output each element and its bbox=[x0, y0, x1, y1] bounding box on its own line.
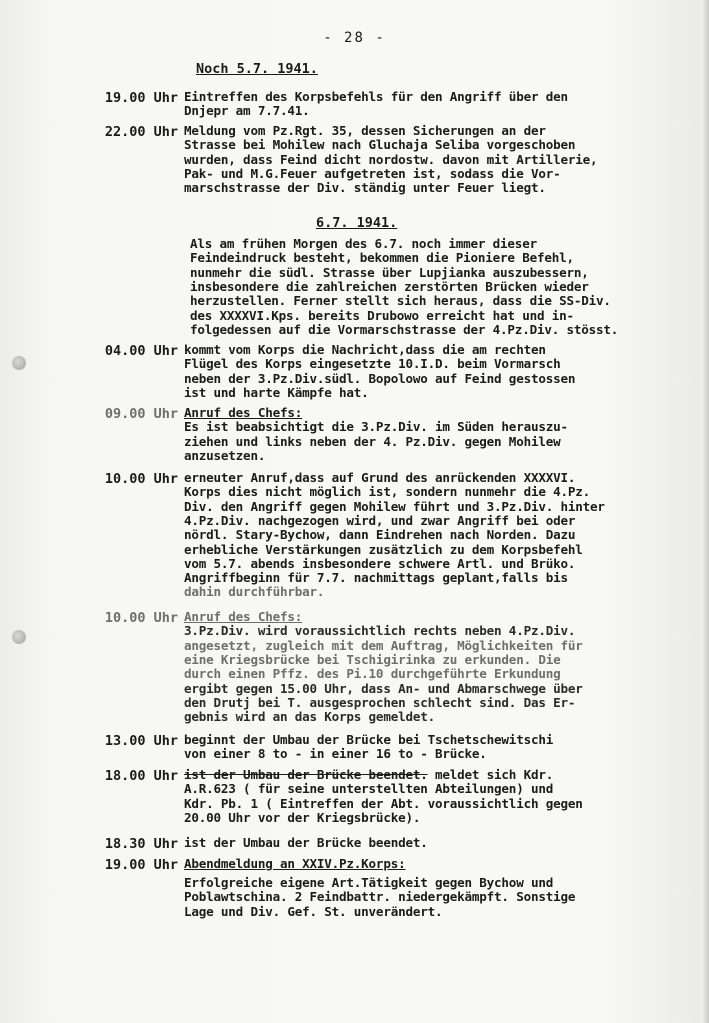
entry-line: Als am frühen Morgen des 6.7. noch immer dieser bbox=[190, 236, 537, 251]
entry-time: 10.00 Uhr bbox=[104, 610, 178, 626]
entry-line: Poblawtschina. 2 Feindbattr. niedergekämpft. Sonstige bbox=[184, 889, 576, 905]
entry-line: durch einen Pffz. des Pi.10 durchgeführte Erkundung bbox=[184, 666, 561, 682]
entry-line: anzusetzen. bbox=[184, 447, 266, 463]
entry-line: ist und harte Kämpfe hat. bbox=[184, 384, 369, 400]
entry-line: ergibt gegen 15.00 Uhr, dass An- und Abmarschwege über bbox=[184, 680, 583, 696]
entry-line: Lage und Div. Gef. St. unverändert. bbox=[184, 903, 443, 919]
entry-line: kommt vom Korps die Nachricht,dass die am rechten bbox=[184, 342, 546, 357]
entry-time: 18.30 Uhr bbox=[104, 836, 178, 852]
entry-line: Feindeindruck besteht, bekommen die Pioniere Befehl, bbox=[190, 250, 574, 266]
entry-title: Abendmeldung an XXIV.Pz.Korps: bbox=[184, 856, 406, 871]
entry-line: nunmehr die südl. Strasse über Lupjianka auszubessern, bbox=[190, 264, 589, 280]
entry-time: 10.00 Uhr bbox=[104, 471, 178, 487]
entry-time: 13.00 Uhr bbox=[104, 733, 178, 749]
entry-line: des XXXXVI.Kps. bereits Drubowo erreicht hat und in- bbox=[190, 307, 574, 323]
punch-hole-bottom bbox=[12, 630, 26, 644]
entry-line: erneuter Anruf,dass auf Grund des anrückenden XXXXVI. bbox=[184, 470, 576, 485]
entry-line: Kdr. Pb. 1 ( Eintreffen der Abt. voraussichtlich gegen bbox=[184, 795, 583, 811]
entry-time: 04.00 Uhr bbox=[104, 343, 178, 359]
entry-line: Eintreffen des Korpsbefehls für den Angriff über den bbox=[184, 89, 568, 104]
entry-line: 20.00 Uhr vor der Kriegsbrücke). bbox=[184, 809, 421, 825]
entry-line: angesetzt, zugleich mit dem Auftrag, Möglichkeiten für bbox=[184, 637, 583, 653]
entry-line: folgedessen auf die Vormarschstrasse der 4.Pz.Div. stösst. bbox=[190, 321, 619, 337]
date-heading-2: 6.7. 1941. bbox=[316, 215, 398, 231]
entry-line: Erfolgreiche eigene Art.Tätigkeit gegen Bychow und bbox=[184, 875, 554, 890]
entry-line: vom 5.7. abends insbesondere schwere Artl. und Brüko. bbox=[184, 555, 576, 571]
entry-line: ist der Umbau der Brücke beendet. bbox=[184, 835, 428, 850]
entry-line: Angriffbeginn für 7.7. nachmittags geplant,falls bis bbox=[184, 570, 568, 586]
entry-line: Meldung vom Pz.Rgt. 35, dessen Sicherungen an der bbox=[184, 123, 546, 138]
entry-line: Dnjepr am 7.7.41. bbox=[184, 103, 310, 119]
entry-line: herzustellen. Ferner stellt sich heraus, dass die SS-Div. bbox=[190, 293, 611, 309]
entry-line: Korps dies nicht möglich ist, sondern nunmehr die 4.Pz. bbox=[184, 484, 591, 500]
entry-time: 18.00 Uhr bbox=[104, 768, 178, 784]
entry-line: wurden, dass Feind dicht nordostw. davon mit Artillerie, bbox=[184, 151, 598, 167]
entry-line: marschstrasse der Div. ständig unter Feuer liegt. bbox=[184, 180, 546, 196]
entry-time: 09.00 Uhr bbox=[104, 406, 178, 422]
entry-title: Anruf des Chefs: bbox=[184, 609, 303, 624]
entry-title: Anruf des Chefs: bbox=[184, 405, 303, 420]
struck-text: ist der Umbau der Brücke beendet. bbox=[184, 767, 428, 782]
entry-line: 3.Pz.Div. wird voraussichtlich rechts neben 4.Pz.Div. bbox=[184, 623, 576, 639]
entry-line: gebnis wird an das Korps gemeldet. bbox=[184, 709, 435, 725]
entry-line: Flügel des Korps eingesetzte 10.I.D. beim Vormarsch bbox=[184, 356, 561, 372]
entry-line: 4.Pz.Div. nachgezogen wird, und zwar Angriff bei oder bbox=[184, 512, 576, 528]
entry-line: nördl. Stary-Bychow, dann Eindrehen nach Norden. Dazu bbox=[184, 527, 576, 543]
entry-line-rest: meldet sich Kdr. bbox=[427, 767, 554, 782]
entry-line: Pak- und M.G.Feuer aufgetreten ist, sodass die Vor- bbox=[184, 165, 561, 181]
entry-first-line bbox=[184, 768, 704, 782]
entry-line: von einer 8 to - in einer 16 to - Brücke. bbox=[184, 746, 487, 762]
entry-line: Strasse bei Mohilew nach Gluchaja Seliba vorgeschoben bbox=[184, 137, 576, 153]
entry-line: erhebliche Verstärkungen zusätzlich zu dem Korpsbefehl bbox=[184, 541, 583, 557]
entry-line: den Drutj bei T. ausgesprochen schlecht sind. Das Er- bbox=[184, 694, 576, 710]
page-number: - 28 - bbox=[323, 30, 386, 46]
entry-line: Div. den Angriff gegen Mohilew führt und 3.Pz.Div. hinter bbox=[184, 498, 605, 514]
date-heading-1: Noch 5.7. 1941. bbox=[196, 61, 318, 77]
entry-line: insbesondere die zahlreichen zerstörten Brücken wieder bbox=[190, 278, 589, 294]
entry-line: dahin durchführbar. bbox=[184, 584, 325, 600]
entry-time: 19.00 Uhr bbox=[104, 90, 178, 106]
entry-line: beginnt der Umbau der Brücke bei Tschetschewitschi bbox=[184, 732, 554, 747]
entry-line: Es ist beabsichtigt die 3.Pz.Div. im Süden herauszu- bbox=[184, 419, 568, 435]
entry-line: neben der 3.Pz.Div.südl. Bopolowo auf Feind gestossen bbox=[184, 370, 576, 386]
entry-time: 19.00 Uhr bbox=[104, 857, 178, 873]
punch-hole-top bbox=[12, 356, 26, 370]
entry-line: A.R.623 ( für seine unterstellten Abteilungen) und bbox=[184, 781, 554, 797]
entry-line: ziehen und links neben der 4. Pz.Div. gegen Mohilew bbox=[184, 433, 561, 449]
entry-time: 22.00 Uhr bbox=[104, 124, 178, 140]
entry-line: eine Kriegsbrücke bei Tschigirinka zu erkunden. Die bbox=[184, 651, 561, 667]
